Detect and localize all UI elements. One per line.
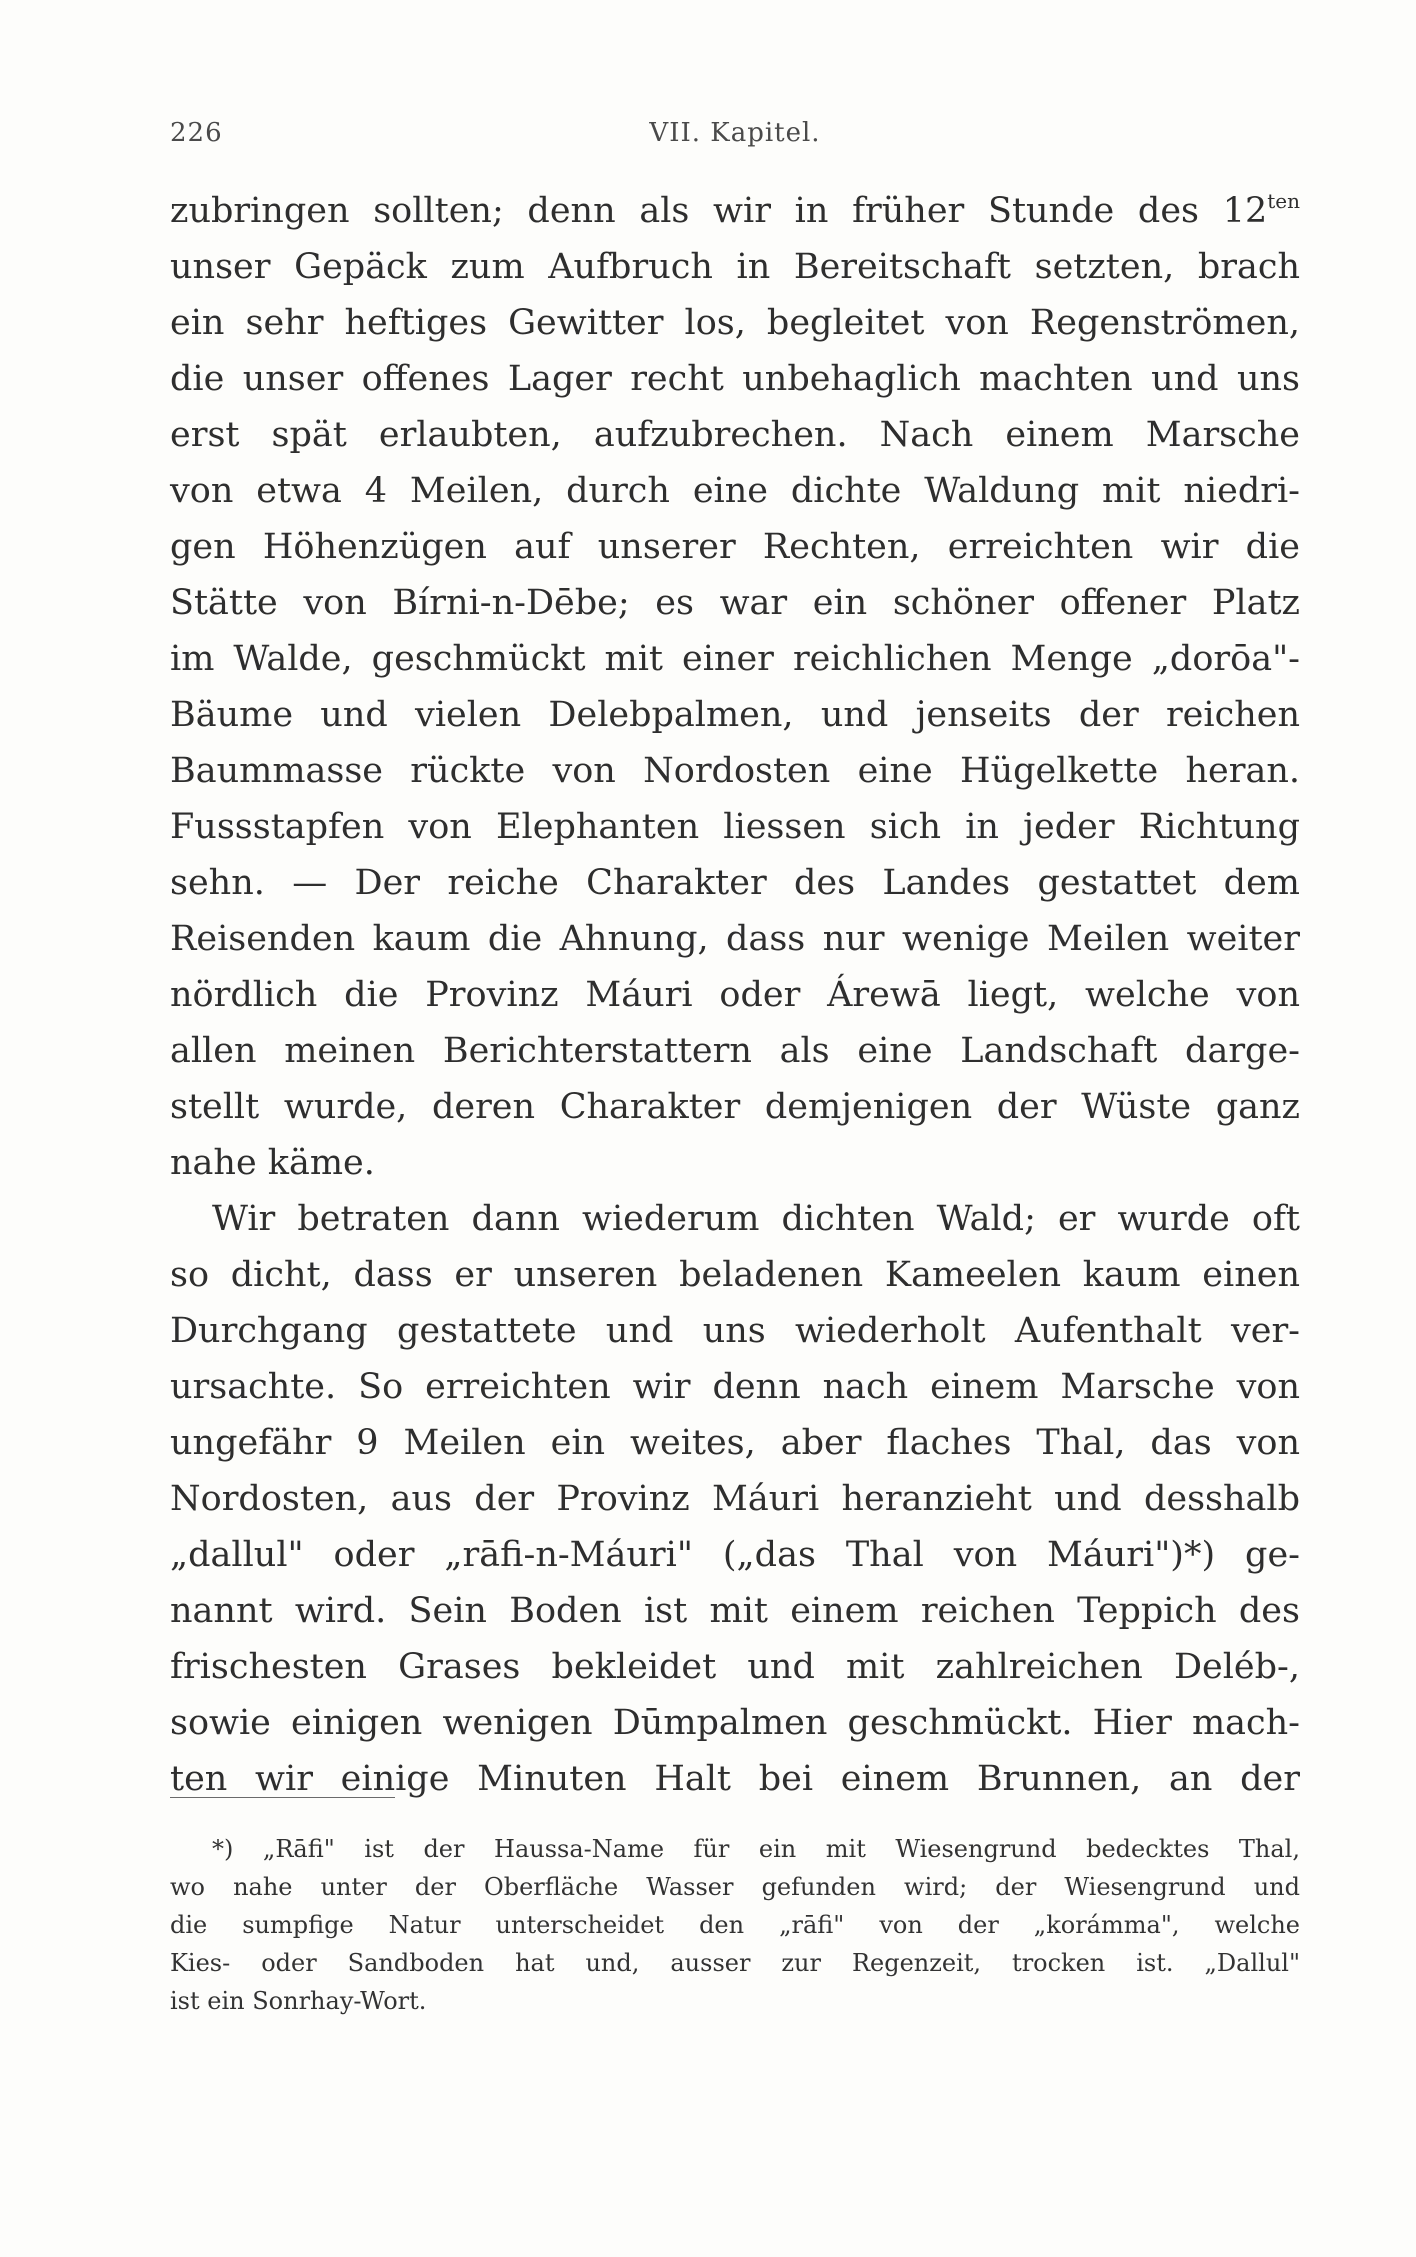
footnote-line: *) „Rāfi" ist der Haussa-Name für ein mit Wiesengrund bedecktes Thal, — [212, 1835, 1300, 1863]
text-line: erst spät erlaubten, aufzubrechen. Nach einem Marsche — [170, 415, 1300, 455]
text-line: allen meinen Berichterstattern als eine Landschaft darge- — [170, 1031, 1300, 1071]
text-line: nahe käme. — [170, 1143, 375, 1183]
text-line: Stätte von Bírni-n-Dēbe; es war ein schöner offener Platz — [170, 583, 1300, 623]
text-line: ein sehr heftiges Gewitter los, begleitet von Regenströmen, — [170, 303, 1300, 343]
text-line: ten wir einige Minuten Halt bei einem Brunnen, an der — [170, 1759, 1300, 1799]
text-line: Wir betraten dann wiederum dichten Wald; er wurde oft — [212, 1199, 1300, 1239]
body-text — [170, 183, 1300, 1807]
text-line: Fussstapfen von Elephanten liessen sich in jeder Richtung — [170, 807, 1300, 847]
text-line: Baummasse rückte von Nordosten eine Hügelkette heran. — [170, 751, 1300, 791]
text-line: im Walde, geschmückt mit einer reichlichen Menge „dorōa"- — [170, 639, 1300, 679]
page-number: 226 — [170, 118, 223, 148]
text-line: von etwa 4 Meilen, durch eine dichte Waldung mit niedri- — [170, 471, 1300, 511]
text-line: Reisenden kaum die Ahnung, dass nur wenige Meilen weiter — [170, 919, 1300, 959]
text-line: ursachte. So erreichten wir denn nach einem Marsche von — [170, 1367, 1300, 1407]
text-line: gen Höhenzügen auf unserer Rechten, erreichten wir die — [170, 527, 1300, 567]
text-line: nannt wird. Sein Boden ist mit einem reichen Teppich des — [170, 1591, 1300, 1631]
text-line: so dicht, dass er unseren beladenen Kameelen kaum einen — [170, 1255, 1300, 1295]
superscript: ten — [1267, 189, 1300, 213]
text-line: „dallul" oder „rāfi-n-Máuri" („das Thal von Máuri")*) ge- — [170, 1535, 1300, 1575]
text-line: Bäume und vielen Delebpalmen, und jenseits der reichen — [170, 695, 1300, 735]
footnote-divider — [170, 1797, 395, 1798]
text-line: Durchgang gestattete und uns wiederholt Aufenthalt ver- — [170, 1311, 1300, 1351]
text-line: unser Gepäck zum Aufbruch in Bereitschaft setzten, brach — [170, 247, 1300, 287]
footnote-line: wo nahe unter der Oberfläche Wasser gefunden wird; der Wiesengrund und — [170, 1873, 1300, 1901]
text-line: sehn. — Der reiche Charakter des Landes gestattet dem — [170, 863, 1300, 903]
text-line: sowie einigen wenigen Dūmpalmen geschmückt. Hier mach- — [170, 1703, 1300, 1743]
text-line: zubringen sollten; denn als wir in früher Stunde des $12^{ten}$ — [170, 189, 1300, 231]
page-header — [170, 118, 1300, 158]
text-line: die unser offenes Lager recht unbehaglich machten und uns — [170, 359, 1300, 399]
footnote-line: die sumpfige Natur unterscheidet den „rāfi" von der „korámma", welche — [170, 1911, 1300, 1939]
text-line: Nordosten, aus der Provinz Máuri heranzieht und desshalb — [170, 1479, 1300, 1519]
footnote-line: ist ein Sonrhay-Wort. — [170, 1987, 427, 2015]
text-line: stellt wurde, deren Charakter demjenigen der Wüste ganz — [170, 1087, 1300, 1127]
running-title: VII. Kapitel. — [649, 118, 821, 148]
footnote-line: Kies- oder Sandboden hat und, ausser zur Regenzeit, trocken ist. „Dallul" — [170, 1949, 1300, 1977]
text-line: frischesten Grases bekleidet und mit zahlreichen Deléb-, — [170, 1647, 1300, 1687]
text-line: nördlich die Provinz Máuri oder Árewā liegt, welche von — [170, 975, 1300, 1015]
footnote — [170, 1830, 1300, 2020]
text-line: ungefähr 9 Meilen ein weites, aber flaches Thal, das von — [170, 1423, 1300, 1463]
